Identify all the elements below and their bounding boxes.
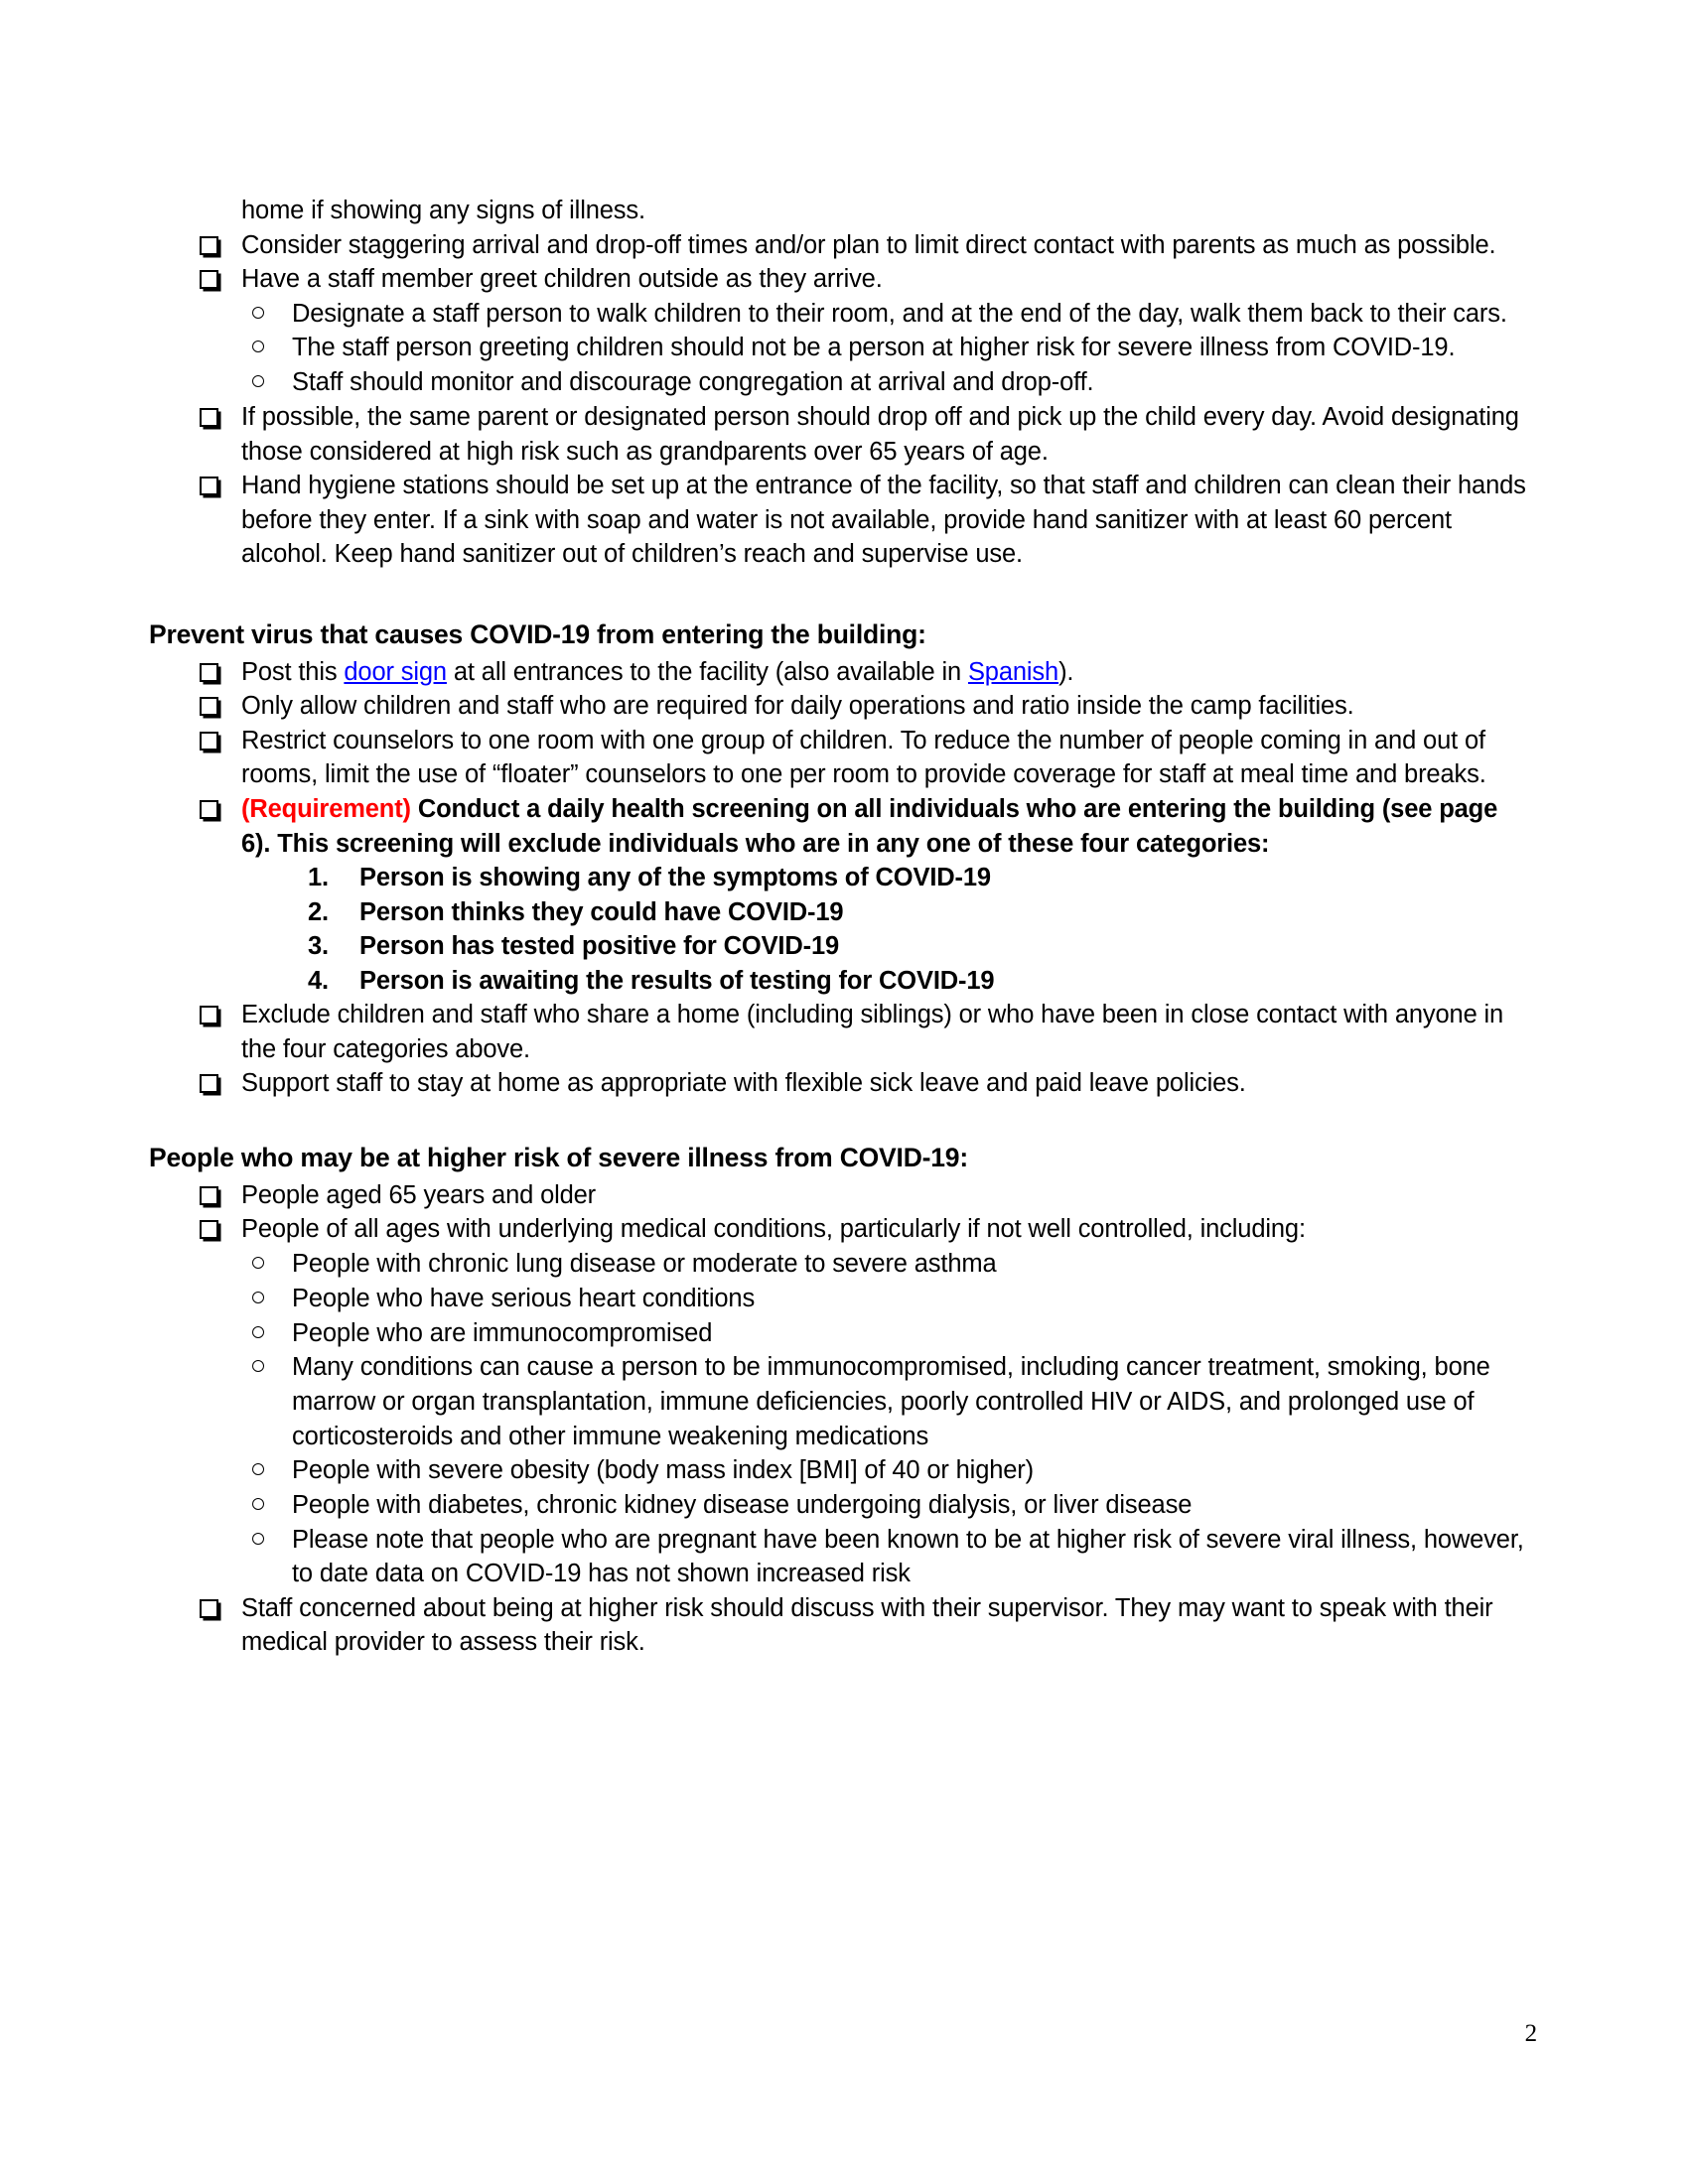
- list-item: [149, 689, 1529, 724]
- list-item: [149, 262, 1529, 297]
- requirement-text: [241, 792, 1529, 861]
- circle-bullet-icon: [252, 330, 292, 364]
- requirement-body: Conduct a daily health screening on all individuals who are entering the building (see page 6). This screening will exclude individuals who are in any one of these four categories:: [241, 795, 1498, 858]
- circle-bullet-icon: [252, 1246, 292, 1281]
- list-item: [149, 228, 1529, 263]
- list-item: [149, 400, 1529, 469]
- circle-bullet-icon: [252, 1522, 292, 1557]
- list-item: [149, 1282, 1529, 1316]
- list-item: [149, 365, 1529, 400]
- list-item-text: Person is awaiting the results of testing for COVID-19: [359, 966, 995, 995]
- door-sign-link[interactable]: door sign: [344, 657, 447, 686]
- list-item: [149, 1066, 1529, 1101]
- list-item: [149, 1453, 1529, 1488]
- list-item-text: Staff concerned about being at higher risk should discuss with their supervisor. They may want to speak with their medical provider to assess their risk.: [241, 1593, 1493, 1657]
- checkbox-bullet-icon: [200, 1178, 241, 1212]
- list-item-text: Many conditions can cause a person to be immunocompromised, including cancer treatment, smoking, bone marrow or organ transplantation, immune deficiencies, poorly controlled HIV or AIDS, and prolonged use of corticosteroids and other immune weakening medications: [292, 1353, 1490, 1450]
- list-item-text: People who have serious heart conditions: [292, 1284, 756, 1312]
- section-heading-prevent: Prevent virus that causes COVID-19 from entering the building:: [149, 618, 926, 649]
- list-item-text: Consider staggering arrival and drop-off times and/or plan to limit direct contact with parents as much as possible.: [241, 230, 1496, 259]
- list-item-requirement: [149, 792, 1529, 861]
- list-item-text: People who are immunocompromised: [292, 1318, 713, 1347]
- checkbox-bullet-icon: [200, 724, 241, 757]
- post-sign-prefix: Post this: [241, 657, 345, 686]
- list-item-text: People of all ages with underlying medical conditions, particularly if not well controlled, including:: [241, 1215, 1306, 1244]
- list-item-text: Exclude children and staff who share a home (including siblings) or who have been in close contact with anyone in the four categories above.: [241, 1001, 1504, 1063]
- list-item: [149, 331, 1529, 365]
- circle-bullet-icon: [252, 364, 292, 399]
- list-item: [149, 297, 1529, 332]
- list-item: [149, 724, 1529, 792]
- circle-bullet-icon: [252, 1349, 292, 1384]
- list-item-text: Have a staff member greet children outside as they arrive.: [241, 265, 883, 294]
- list-item: [149, 655, 1529, 690]
- list-item: [149, 964, 1529, 999]
- list-item-text: People with diabetes, chronic kidney disease undergoing dialysis, or liver disease: [292, 1490, 1193, 1519]
- list-item: [149, 1523, 1529, 1591]
- checkbox-bullet-icon: [200, 262, 241, 296]
- list-item: [149, 929, 1529, 964]
- list-item: [149, 469, 1529, 572]
- checkbox-bullet-icon: [200, 655, 241, 689]
- list-item: [149, 998, 1529, 1066]
- list-item-text: Designate a staff person to walk children to their room, and at the end of the day, walk them back to their cars.: [292, 299, 1507, 328]
- circle-bullet-icon: [252, 1487, 292, 1522]
- list-item: [149, 1178, 1529, 1213]
- list-number: 2.: [308, 897, 329, 926]
- checkbox-bullet-icon: [200, 1591, 241, 1625]
- list-item: [149, 1247, 1529, 1282]
- circle-bullet-icon: [252, 1315, 292, 1350]
- list-item-text: Support staff to stay at home as appropriate with flexible sick leave and paid leave policies.: [241, 1069, 1246, 1098]
- list-item-text: Only allow children and staff who are required for daily operations and ratio inside the camp facilities.: [241, 692, 1354, 721]
- checkbox-bullet-icon: [200, 689, 241, 723]
- post-sign-middle: at all entrances to the facility (also available in: [446, 657, 968, 686]
- list-item-text: Hand hygiene stations should be set up at the entrance of the facility, so that staff and children can clean their hands before they enter. If a sink with soap and water is not available, provide hand sanitizer with at least 60 percent alcohol. Keep hand sanitizer out of children’s reach and supervise use.: [241, 472, 1526, 569]
- list-number: 1.: [308, 864, 329, 892]
- list-item-text: The staff person greeting children should not be a person at higher risk for severe illness from COVID-19.: [292, 334, 1456, 362]
- list-item: [149, 861, 1529, 895]
- list-item: [149, 1488, 1529, 1523]
- list-item: [149, 1591, 1529, 1660]
- list-item-text: Staff should monitor and discourage congregation at arrival and drop-off.: [292, 368, 1094, 397]
- list-item-text: People with severe obesity (body mass index [BMI] of 40 or higher): [292, 1456, 1034, 1485]
- checkbox-bullet-icon: [200, 228, 241, 262]
- list-item-text: Please note that people who are pregnant have been known to be at higher risk of severe viral illness, however, to date data on COVID-19 has not shown increased risk: [292, 1525, 1524, 1588]
- list-number: 3.: [308, 932, 329, 961]
- list-item: [149, 1350, 1529, 1453]
- spanish-link[interactable]: Spanish: [967, 657, 1059, 686]
- checkbox-bullet-icon: [200, 1212, 241, 1246]
- checkbox-bullet-icon: [200, 998, 241, 1031]
- list-item: [149, 895, 1529, 930]
- list-item-text: If possible, the same parent or designated person should drop off and pick up the child every day. Avoid designating those considered at high risk such as grandparents over 65 years of age.: [241, 403, 1519, 466]
- list-item-text-with-links: [241, 655, 1529, 690]
- page-number: 2: [1524, 2020, 1537, 2048]
- list-item-text: Person thinks they could have COVID-19: [359, 897, 844, 926]
- checkbox-bullet-icon: [200, 469, 241, 502]
- list-item-text: People aged 65 years and older: [241, 1180, 597, 1209]
- continuation-line: home if showing any signs of illness.: [241, 197, 645, 224]
- checkbox-bullet-icon: [200, 1066, 241, 1100]
- circle-bullet-icon: [252, 1452, 292, 1487]
- list-item-text: Restrict counselors to one room with one group of children. To reduce the number of people coming in and out of rooms, limit the use of “floater” counselors to one per room to provide coverage for staff at meal time and breaks.: [241, 726, 1486, 789]
- checkbox-bullet-icon: [200, 400, 241, 434]
- section-heading-higher-risk: People who may be at higher risk of severe illness from COVID-19:: [149, 1142, 968, 1172]
- list-item: [149, 1212, 1529, 1247]
- circle-bullet-icon: [252, 1281, 292, 1315]
- list-item-text: Person has tested positive for COVID-19: [359, 932, 840, 961]
- post-sign-suffix: ).: [1058, 657, 1074, 686]
- list-item: [149, 1316, 1529, 1351]
- list-item-text: Person is showing any of the symptoms of COVID-19: [359, 864, 991, 892]
- circle-bullet-icon: [252, 296, 292, 331]
- list-number: 4.: [308, 966, 329, 995]
- requirement-label: (Requirement): [241, 795, 411, 823]
- list-item-text: People with chronic lung disease or moderate to severe asthma: [292, 1249, 997, 1278]
- checkbox-bullet-icon: [200, 792, 241, 826]
